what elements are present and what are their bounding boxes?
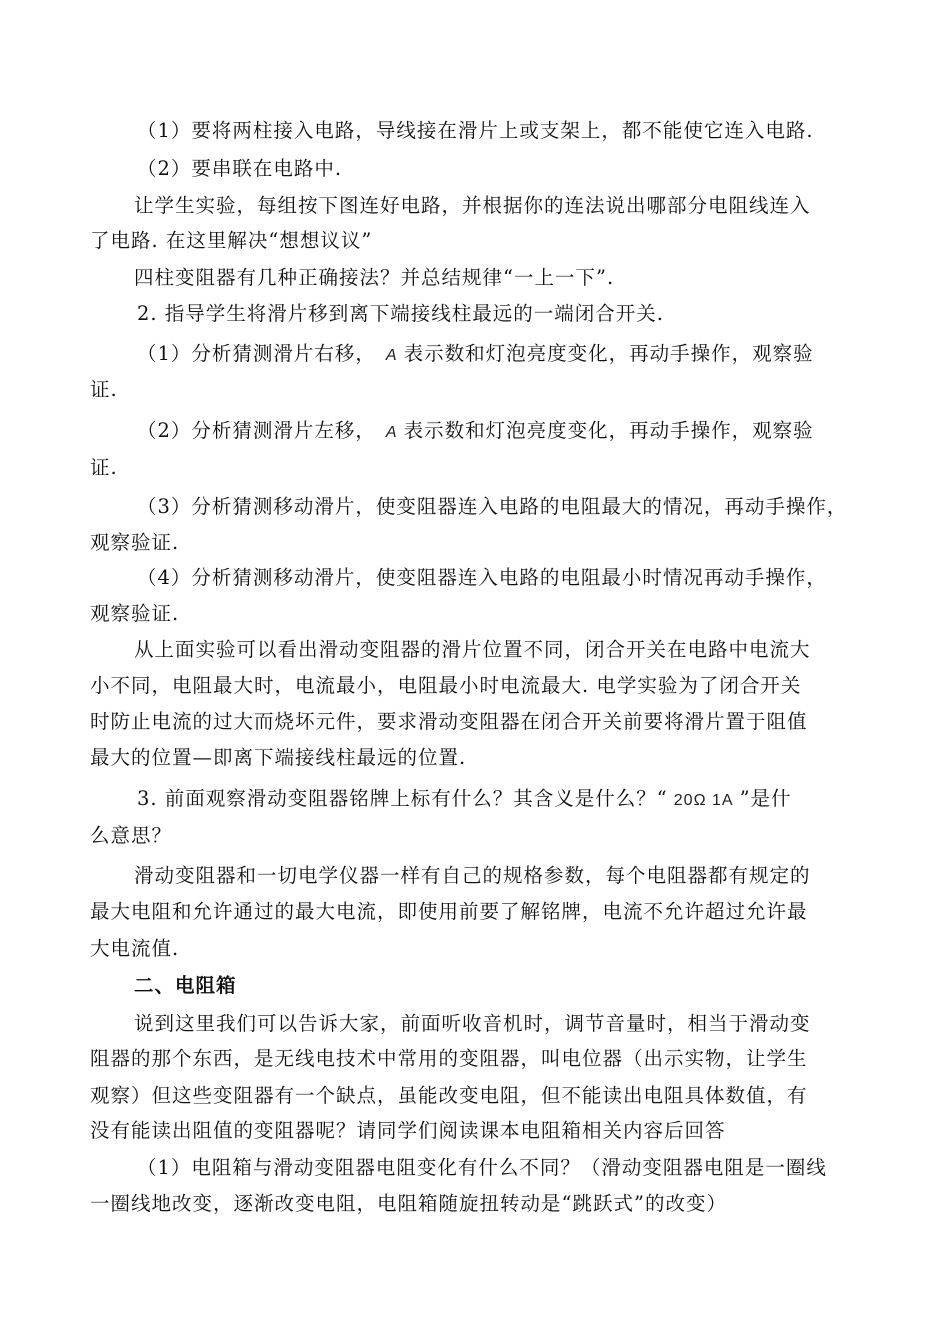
paragraph-line: （1）电阻箱与滑动变阻器电阻变化有什么不同？（滑动变阻器电阻是一圈线 [137, 1156, 827, 1179]
paragraph-line-with-symbol [137, 417, 814, 447]
paragraph-line: （4）分析猜测移动滑片，使变阻器连入电路的电阻最小时情况再动手操作， [137, 566, 827, 589]
section-heading: 二、电阻箱 [134, 974, 237, 997]
ammeter-symbol-icon: A [385, 347, 398, 364]
paragraph-line: 说到这里我们可以告诉大家，前面听收音机时，调节音量时，相当于滑动变 [134, 1012, 811, 1035]
paragraph-line: 证. [90, 456, 118, 479]
paragraph-line: 最大的位置—即离下端接线柱最远的位置. [90, 746, 467, 769]
paragraph-line: 最大电阻和允许通过的最大电流，即使用前要了解铭牌，电流不允许超过允许最 [90, 900, 808, 923]
paragraph-line: 了电路. 在这里解决“想想议议” [90, 229, 373, 252]
ammeter-symbol-icon: A [385, 424, 398, 441]
text-segment: 表示数和灯泡亮度变化，再动手操作，观察验 [403, 342, 814, 365]
paragraph-line: 滑动变阻器和一切电学仪器一样有自己的规格参数，每个电阻器都有规定的 [134, 864, 811, 887]
paragraph-line: 观察）但这些变阻器有一个缺点，虽能改变电阻，但不能读出电阻具体数值，有 [90, 1084, 808, 1107]
paragraph-line: 观察验证. [90, 531, 180, 554]
paragraph-line: 证. [90, 378, 118, 401]
text-segment: （2）分析猜测滑片左移， [137, 419, 376, 442]
paragraph-line: 从上面实验可以看出滑动变阻器的滑片位置不同，闭合开关在电路中电流大 [134, 638, 811, 661]
paragraph-line: 小不同，电阻最大时，电流最小，电阻最小时电流最大. 电学实验为了闭合开关 [90, 674, 802, 697]
paragraph-line: 时防止电流的过大而烧坏元件，要求滑动变阻器在闭合开关前要将滑片置于阻值 [90, 710, 808, 733]
paragraph-line: （1）要将两柱接入电路，导线接在滑片上或支架上，都不能使它连入电路. [137, 119, 814, 142]
paragraph-line: 没有能读出阻值的变阻器呢？请同学们阅读课本电阻箱相关内容后回答 [90, 1119, 726, 1142]
text-segment: 3. 前面观察滑动变阻器铭牌上标有什么？其含义是什么？“ [137, 787, 668, 810]
paragraph-line: 阻器的那个东西，是无线电技术中常用的变阻器，叫电位器（出示实物，让学生 [90, 1047, 808, 1070]
paragraph-line: （3）分析猜测移动滑片，使变阻器连入电路的电阻最大的情况，再动手操作， [137, 495, 848, 518]
text-segment: （1）分析猜测滑片右移， [137, 342, 376, 365]
paragraph-line: 么意思？ [90, 824, 173, 847]
text-segment: ”是什 [739, 787, 792, 810]
paragraph-line: （2）要串联在电路中. [137, 157, 343, 180]
paragraph-line: 2. 指导学生将滑片移到离下端接线柱最远的一端闭合开关. [137, 302, 665, 325]
paragraph-line: 四柱变阻器有几种正确接法？并总结规律“一上一下”. [134, 266, 615, 289]
paragraph-line-with-symbol [137, 785, 792, 815]
paragraph-line: 大电流值. [90, 937, 180, 960]
paragraph-line: 一圈线地改变，逐渐改变电阻，电阻箱随旋扭转动是“跳跃式”的改变） [90, 1192, 727, 1215]
paragraph-line-with-symbol [137, 340, 814, 370]
text-segment: 表示数和灯泡亮度变化，再动手操作，观察验 [403, 419, 814, 442]
paragraph-line: 让学生实验，每组按下图连好电路，并根据你的连法说出哪部分电阻线连入 [134, 194, 811, 217]
rating-label-image: 20Ω 1A [673, 792, 734, 809]
paragraph-line: 观察验证. [90, 602, 180, 625]
